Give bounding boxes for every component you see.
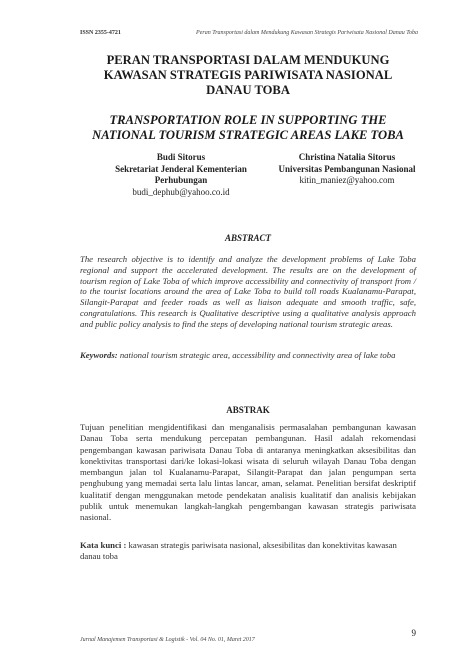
keywords-english bbox=[80, 350, 416, 361]
keywords-indonesian bbox=[80, 540, 416, 563]
kata-kunci-label: Kata kunci : bbox=[80, 540, 127, 550]
kata-kunci-text: kawasan strategis pariwisata nasional, aksesibilitas dan konektivitas kawasan danau toba bbox=[80, 540, 397, 562]
keywords-text: national tourism strategic area, accessibility and connectivity area of lake toba bbox=[119, 350, 396, 360]
author-email: kitin_maniez@yahoo.com bbox=[299, 175, 395, 185]
title-en-line: NATIONAL TOURISM STRATEGIC AREAS LAKE TOBA bbox=[92, 128, 404, 142]
journal-footer: Jurnal Manajemen Transportasi & Logistik - Vol. 04 No. 01, Maret 2017 bbox=[80, 637, 255, 643]
author-block-1 bbox=[100, 152, 262, 198]
title-id-line: DANAU TOBA bbox=[206, 83, 290, 97]
author-affiliation: Sekretariat Jenderal Kementerian bbox=[115, 163, 247, 174]
title-english bbox=[80, 113, 416, 143]
author-email: budi_dephub@yahoo.co.id bbox=[132, 186, 230, 197]
keywords-label: Keywords: bbox=[80, 350, 118, 360]
author-affiliation: Universitas Pembangunan Nasional bbox=[278, 163, 416, 174]
title-indonesian bbox=[80, 53, 416, 98]
running-title: Peran Transportasi dalam Mendukung Kawasan Strategis Pariwisata Nasional Danau Toba bbox=[196, 30, 418, 36]
author-name: Christina Natalia Sitorus bbox=[298, 152, 396, 162]
author-name: Budi Sitorus bbox=[156, 152, 206, 162]
abstrak-heading: ABSTRAK bbox=[226, 405, 270, 415]
page-number: 9 bbox=[411, 628, 416, 638]
issn-label: ISSN 2355-4721 bbox=[80, 30, 121, 36]
abstract-heading: ABSTRACT bbox=[224, 233, 271, 243]
author-affiliation: Perhubungan bbox=[154, 175, 208, 185]
title-id-line: PERAN TRANSPORTASI DALAM MENDUKUNG bbox=[106, 53, 390, 67]
author-block-2 bbox=[272, 152, 422, 187]
title-en-line: TRANSPORTATION ROLE IN SUPPORTING THE bbox=[109, 113, 387, 127]
abstract-body: The research objective is to identify and analyze the development problems of Lake Toba regional and support the accelerated development. The results are on the development of tourism region of Lake Toba of which improve accessibility and connectivity of transport from / to the tourist locations around the area of Lake Toba to build toll roads Kualanamu-Parapat, Silangit-Parapat and feeder roads as well as liaison adequate and smooth traffic, safe, congratulations. This research is Qualitative descriptive using a qualitative analysis approach and public policy analysis to find the steps of developing national tourism strategic areas. bbox=[80, 254, 416, 329]
abstrak-body: Tujuan penelitian mengidentifikasi dan menganalisis permasalahan pembangunan kawasan Danau Toba serta mendukung percepatan pembangunan. Hasil adalah rekomendasi pengembangan kawasan pariwisata Danau Toba di antaranya meningkatkan aksesibilitas dan konektivitas transportasi dari/ke lokasi-lokasi wisata di seluruh wilayah Danau Toba dengan membangun jalan tol Kualanamu-Parapat, Silangit-Parapat dan jalan pengumpan serta penghubung yang memadai serta lalu lintas lancar, aman, selamat. Penelitian bersifat deskriptif kualitatif dengan menggunakan metode pendekatan analisis kualitatif dan analisis kebijakan publik untuk menemukan langkah-langkah pengembangan kawasan strategis pariwisata nasional. bbox=[80, 422, 416, 523]
title-id-line: KAWASAN STRATEGIS PARIWISATA NASIONAL bbox=[103, 68, 393, 82]
